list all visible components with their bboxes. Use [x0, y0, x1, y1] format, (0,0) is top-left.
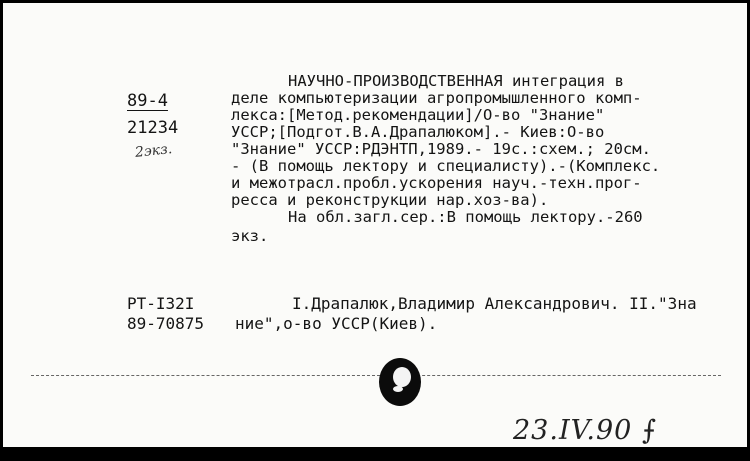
- tracing-line: ние",о-во УССР(Киев).: [235, 314, 438, 333]
- handwritten-copies-note: 2экз.: [134, 141, 173, 161]
- record-number: 21234: [127, 118, 179, 138]
- record-line: экз.: [231, 227, 269, 245]
- record-line: и межотрасл.пробл.ускорения науч.-техн.прог-: [231, 174, 642, 192]
- record-line: деле компьютеризации агропромышленного комп-: [231, 89, 642, 107]
- record-line: НАУЧНО-ПРОИЗВОДСТВЕННАЯ интеграция в: [288, 72, 624, 90]
- shelf-mark: 89-4: [127, 91, 168, 111]
- record-line: "Знание" УССР:РДЭНТП,1989.- 19с.:схем.; 20см.: [231, 140, 651, 158]
- tracing-line: I.Драпалюк,Владимир Александрович. II."Зна: [292, 294, 697, 313]
- record-line: УССР;[Подгот.В.А.Драпалюком].- Киев:О-во: [231, 123, 605, 141]
- classification-code: PT-I32I: [127, 294, 195, 313]
- punch-hole-icon: [371, 353, 429, 411]
- record-line: - (В помощь лектору и специалисту).-(Комплекс.: [231, 157, 661, 175]
- record-line: ресса и реконструкции нар.хоз-ва).: [231, 191, 549, 209]
- record-line: лекса:[Метод.рекомендации]/О-во "Знание": [231, 106, 605, 124]
- record-line: На обл.загл.сер.:В помощь лектору.-260: [288, 208, 643, 226]
- inventory-code: 89-70875: [127, 314, 205, 333]
- handwritten-date: 23.IV.90 ⨍: [513, 415, 657, 446]
